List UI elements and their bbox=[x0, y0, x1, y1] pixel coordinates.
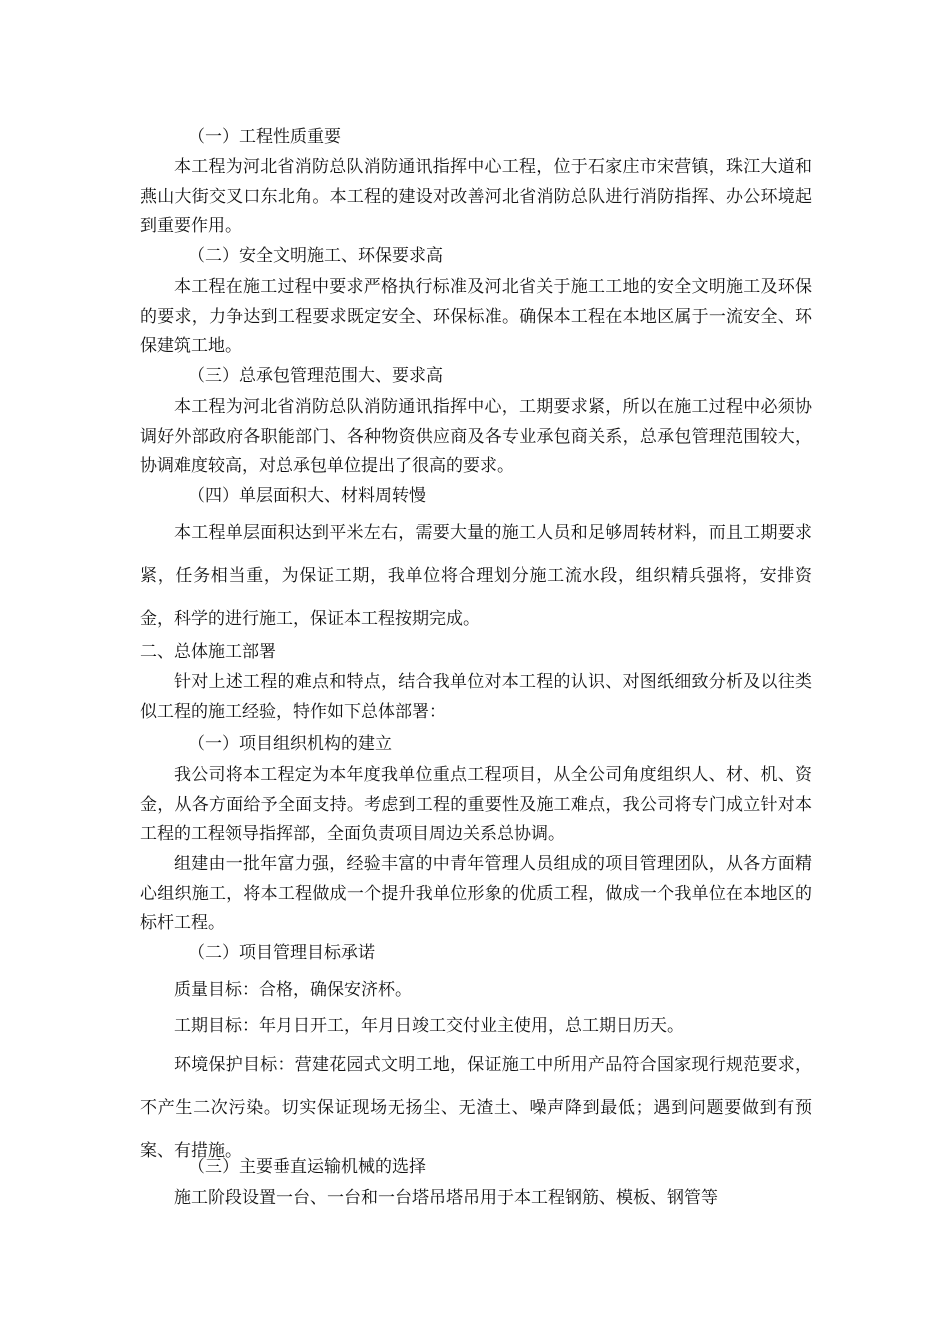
paragraph-1: 本工程为河北省消防总队消防通讯指挥中心工程，位于石家庄市宋营镇，珠江大道和燕山大街交叉口东北角。本工程的建设对改善河北省消防总队进行消防指挥、办公环境起到重要作用。 bbox=[140, 157, 812, 236]
schedule-target: 工期目标：年月日开工，年月日竣工交付业主使用，总工期日历天。 bbox=[174, 1016, 684, 1036]
paragraph-6: 组建由一批年富力强，经验丰富的中青年管理人员组成的项目管理团队，从各方面精心组织施工，将本工程做成一个提升我单位形象的优质工程，做成一个我单位在本地区的标杆工程。 bbox=[140, 854, 812, 933]
paragraph-7: 施工阶段设置一台、一台和一台塔吊塔吊用于本工程钢筋、模板、钢管等 bbox=[174, 1188, 718, 1208]
part-heading-2: 二、总体施工部署 bbox=[140, 642, 276, 662]
environment-target: 环境保护目标：营建花园式文明工地，保证施工中所用产品符合国家现行规范要求，不产生二次污染。切实保证现场无扬尘、无渣土、噪声降到最低；遇到问题要做到有预案、有措施。 bbox=[140, 1055, 812, 1161]
paragraph-2: 本工程在施工过程中要求严格执行标准及河北省关于施工工地的安全文明施工及环保的要求，力争达到工程要求既定安全、环保标准。确保本工程在本地区属于一流安全、环保建筑工地。 bbox=[140, 277, 812, 356]
section-heading-2: （二）安全文明施工、环保要求高 bbox=[188, 246, 443, 266]
paragraph-5: 我公司将本工程定为本年度我单位重点工程项目，从全公司角度组织人、材、机、资金，从各方面给予全面支持。考虑到工程的重要性及施工难点，我公司将专门成立针对本工程的工程领导指挥部，全面负责项目周边关系总协调。 bbox=[140, 765, 812, 844]
subsection-heading-3: （三）主要垂直运输机械的选择 bbox=[188, 1157, 426, 1177]
subsection-heading-2: （二）项目管理目标承诺 bbox=[188, 943, 375, 963]
quality-target: 质量目标：合格，确保安济杯。 bbox=[174, 980, 412, 1000]
part2-intro: 针对上述工程的难点和特点，结合我单位对本工程的认识、对图纸细致分析及以往类似工程的施工经验，特作如下总体部署： bbox=[140, 672, 812, 722]
section-heading-1: （一）工程性质重要 bbox=[188, 127, 341, 147]
paragraph-4: 本工程单层面积达到平米左右，需要大量的施工人员和足够周转材料，而且工期要求紧，任务相当重，为保证工期，我单位将合理划分施工流水段，组织精兵强将，安排资金，科学的进行施工，保证本工程按期完成。 bbox=[140, 523, 812, 629]
subsection-heading-1: （一）项目组织机构的建立 bbox=[188, 734, 392, 754]
section-heading-3: （三）总承包管理范围大、要求高 bbox=[188, 366, 443, 386]
paragraph-3: 本工程为河北省消防总队消防通讯指挥中心，工期要求紧，所以在施工过程中必须协调好外部政府各职能部门、各种物资供应商及各专业承包商关系，总承包管理范围较大，协调难度较高，对总承包单位提出了很高的要求。 bbox=[140, 397, 812, 476]
section-heading-4: （四）单层面积大、材料周转慢 bbox=[188, 486, 426, 506]
